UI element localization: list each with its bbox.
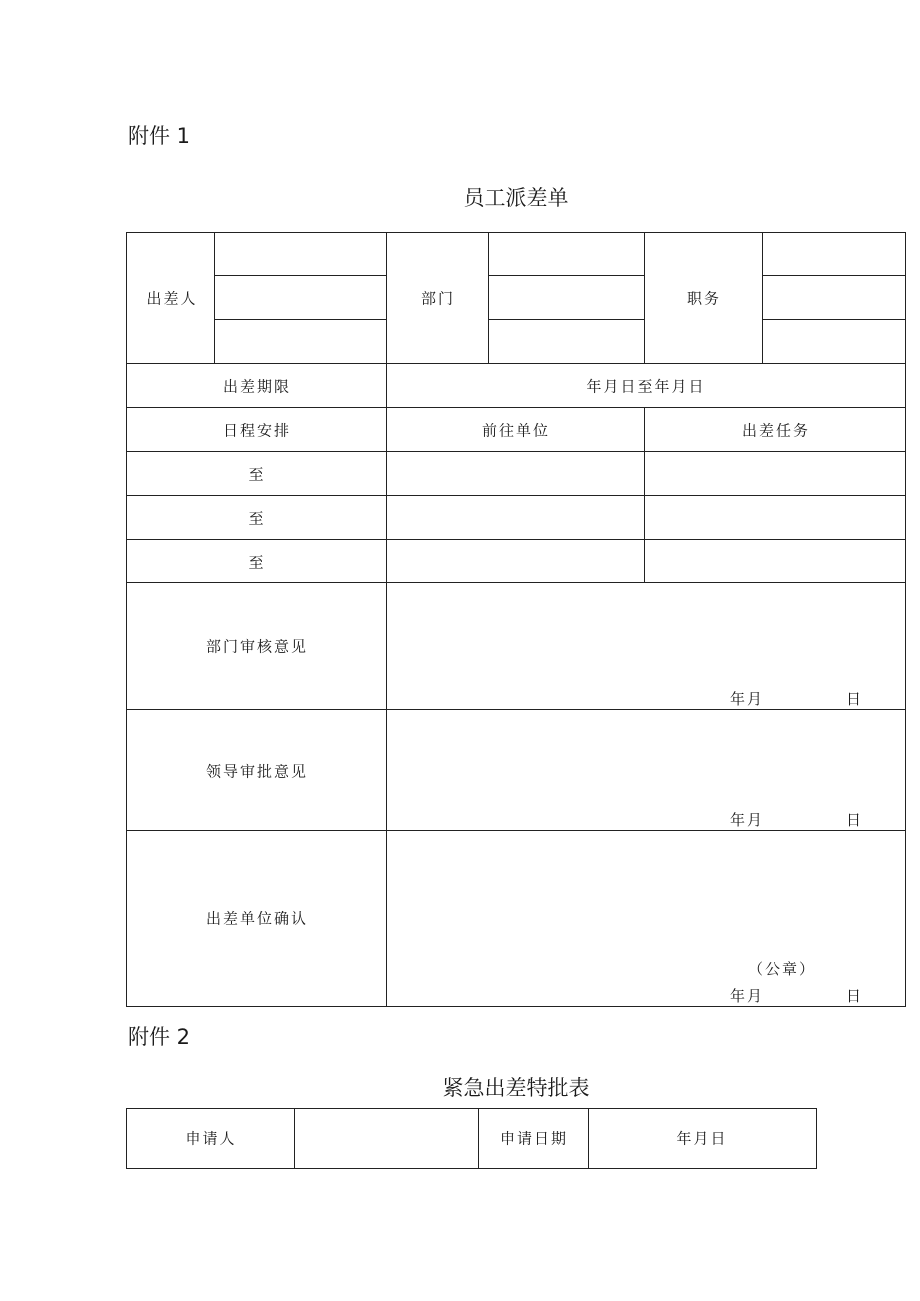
unit-confirm-date-ym: 年月 (730, 987, 765, 1005)
destination-input-3[interactable] (387, 540, 643, 582)
form-title-urgent: 紧急出差特批表 (442, 1076, 590, 1100)
task-input-3[interactable] (645, 540, 904, 582)
divider (478, 1108, 479, 1169)
unit-confirm-date-d: 日 (846, 987, 864, 1005)
period-value: 年月日至年月日 (586, 377, 706, 396)
divider (126, 363, 906, 364)
department-input-2[interactable] (489, 276, 643, 319)
table-border-bottom (126, 1168, 817, 1169)
dept-review-date-d: 日 (846, 690, 864, 708)
apply-date-value: 年月日 (676, 1129, 728, 1148)
position-label: 职务 (686, 289, 722, 308)
dept-review-date-ym: 年月 (730, 690, 765, 708)
destination-label: 前往单位 (481, 421, 551, 440)
task-label: 出差任务 (741, 421, 811, 440)
schedule-row-label: 至 (248, 465, 266, 484)
divider (126, 407, 906, 408)
leader-approval-date-d: 日 (846, 811, 864, 829)
schedule-row-label: 至 (248, 553, 266, 572)
department-label: 部门 (420, 289, 456, 308)
form-title-dispatch: 员工派差单 (463, 186, 569, 210)
apply-date-label: 申请日期 (499, 1129, 569, 1148)
leader-approval-input[interactable] (387, 710, 904, 830)
divider (588, 1108, 589, 1169)
table-border-left (126, 232, 127, 1007)
traveler-input-2[interactable] (215, 276, 385, 319)
seal-label: （公章） (748, 960, 817, 978)
position-input-2[interactable] (763, 276, 904, 319)
applicant-label: 申请人 (185, 1129, 237, 1148)
leader-approval-date-ym: 年月 (730, 811, 765, 829)
position-input-1[interactable] (763, 233, 904, 275)
traveler-input-3[interactable] (215, 320, 385, 363)
task-input-1[interactable] (645, 452, 904, 495)
department-input-3[interactable] (489, 320, 643, 363)
department-input-1[interactable] (489, 233, 643, 275)
dept-review-input[interactable] (387, 583, 904, 709)
period-label: 出差期限 (222, 377, 292, 396)
unit-confirm-label: 出差单位确认 (205, 909, 309, 928)
table-border-right (816, 1108, 817, 1169)
destination-input-1[interactable] (387, 452, 643, 495)
task-input-2[interactable] (645, 496, 904, 539)
destination-input-2[interactable] (387, 496, 643, 539)
dept-review-label: 部门审核意见 (205, 637, 309, 656)
leader-approval-label: 领导审批意见 (205, 762, 309, 781)
attachment-2-label: 附件 2 (128, 1025, 191, 1049)
table-border-bottom (126, 1006, 906, 1007)
divider (644, 232, 645, 363)
traveler-label: 出差人 (146, 289, 198, 308)
applicant-input[interactable] (295, 1109, 478, 1168)
unit-confirm-input[interactable] (387, 831, 904, 1006)
traveler-input-1[interactable] (215, 233, 385, 275)
schedule-label: 日程安排 (222, 421, 292, 440)
attachment-1-label: 附件 1 (128, 124, 191, 148)
schedule-row-label: 至 (248, 509, 266, 528)
table-border-right (905, 232, 906, 1007)
table-border-left (126, 1108, 127, 1169)
position-input-3[interactable] (763, 320, 904, 363)
